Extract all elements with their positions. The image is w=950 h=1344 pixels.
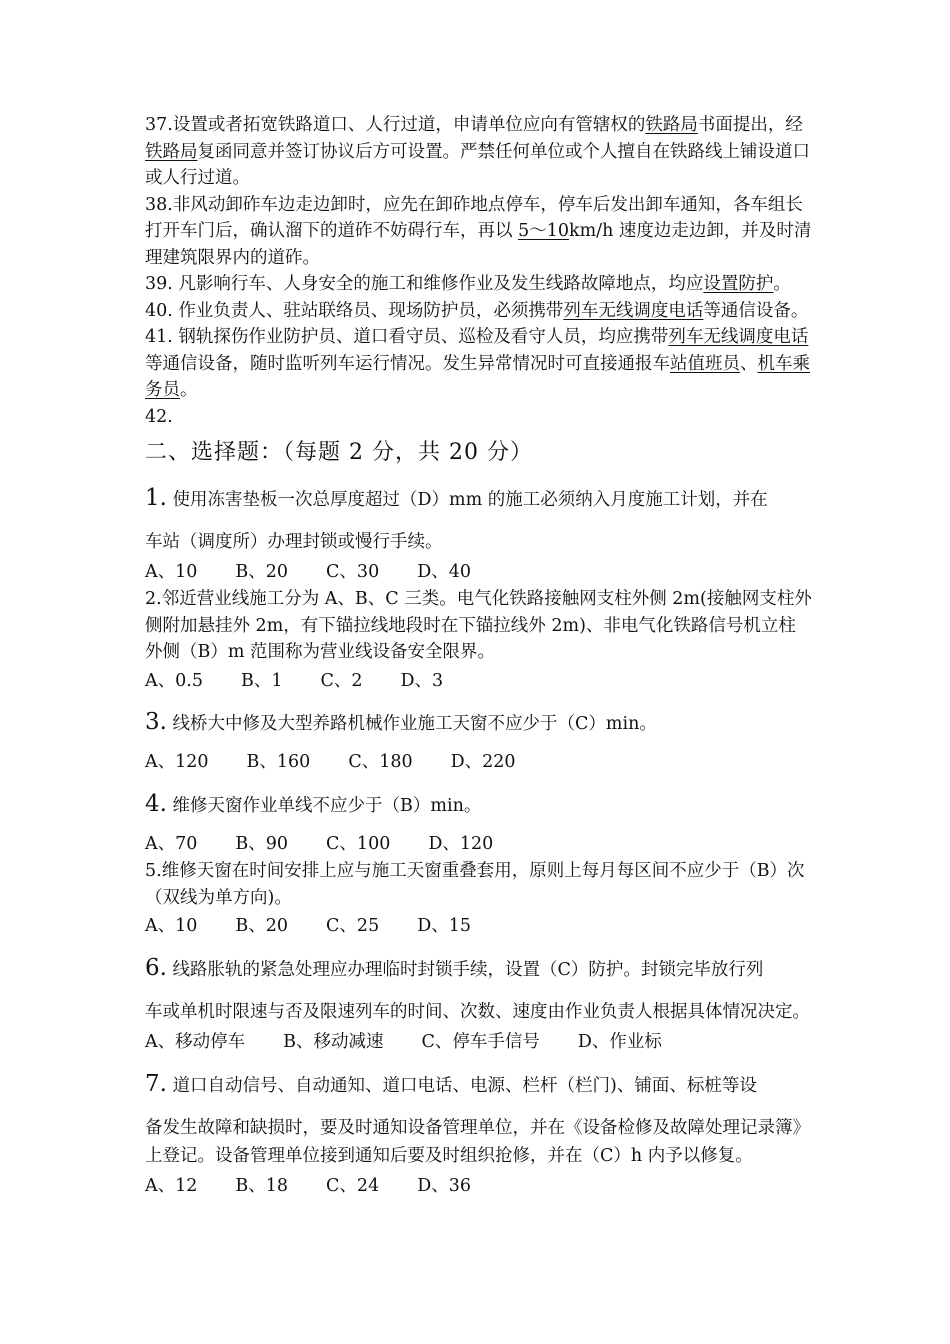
option-B: B、18 bbox=[235, 1175, 289, 1196]
answer-options bbox=[145, 668, 813, 695]
fill-item-40 bbox=[145, 298, 813, 325]
question-text: 37.设置或者拓宽铁路道口、人行过道，申请单位应向有管辖权的 bbox=[145, 115, 646, 135]
question-text: 使用冻害垫板一次总厚度超过（D）mm 的施工必须纳入月度施工计划，并在 bbox=[166, 490, 768, 510]
option-D: D、120 bbox=[428, 834, 494, 854]
question-number: 4. bbox=[145, 791, 167, 817]
choice-item-5 bbox=[145, 858, 813, 940]
fill-item-42 bbox=[145, 404, 813, 431]
option-C: C、2 bbox=[320, 670, 363, 691]
answer-options bbox=[145, 558, 813, 586]
answer-underlined: 铁路局 bbox=[145, 141, 198, 162]
option-C: C、100 bbox=[326, 834, 391, 854]
question-text: 等通信设备。 bbox=[703, 300, 809, 321]
question-stem bbox=[145, 586, 813, 666]
question-stem bbox=[145, 484, 813, 556]
question-text-continued: 车或单机时限速与否及限速列车的时间、次数、速度由作业负责人根据具体情况决定。 bbox=[145, 1001, 810, 1022]
question-text: km/h 速度边走边卸，并及时清理建筑限界内的道砟。 bbox=[145, 221, 812, 268]
question-stem bbox=[145, 954, 813, 1026]
choice-item-2 bbox=[145, 586, 813, 694]
question-stem bbox=[145, 790, 813, 820]
question-text: 复函同意并签订协议后方可设置。严禁任何单位或个人擅自在铁路线上铺设道口或人行过道。 bbox=[145, 141, 810, 188]
choice-item-7 bbox=[145, 1070, 813, 1200]
answer-underlined: 列车无线调度电话 bbox=[668, 327, 809, 347]
option-B: B、20 bbox=[235, 562, 289, 582]
question-text: 线路胀轨的紧急处理应办理临时封锁手续，设置（C）防护。封锁完毕放行列 bbox=[166, 959, 764, 980]
option-D: D、3 bbox=[400, 670, 444, 691]
question-text: 维修天窗在时间安排上应与施工天窗重叠套用，原则上每月每区间不应少于（B）次（双线为单方向)。 bbox=[145, 861, 805, 908]
option-B: B、90 bbox=[235, 834, 289, 854]
question-text: 邻近营业线施工分为 A、B、C 三类。电气化铁路接触网支柱外侧 2m(接触网支柱外侧附加悬挂外 2m，有下锚拉线地段时在下锚拉线外 2m)、非电气化铁路信号机立柱外侧（B）m 范围称为营业线设备安全限界。 bbox=[145, 589, 812, 662]
answer-options bbox=[145, 1172, 813, 1200]
question-text: 维修天窗作业单线不应少于（B）min。 bbox=[166, 796, 482, 816]
choice-item-4 bbox=[145, 790, 813, 858]
answer-underlined: 5～10 bbox=[518, 221, 569, 241]
question-text: 道口自动信号、自动通知、道口电话、电源、栏杆（栏门)、铺面、标桩等设 bbox=[166, 1075, 757, 1096]
fill-item-37 bbox=[145, 112, 813, 192]
option-C: C、30 bbox=[326, 562, 380, 582]
question-number: 3. bbox=[145, 709, 167, 735]
option-A: A、10 bbox=[145, 562, 198, 582]
option-D: D、220 bbox=[450, 752, 516, 772]
option-A: A、移动停车 bbox=[145, 1031, 246, 1052]
question-text: 等通信设备，随时监听列车运行情况。发生异常情况时可直接通报车 bbox=[145, 353, 670, 374]
question-text-continued: 车站（调度所）办理封锁或慢行手续。 bbox=[145, 532, 443, 552]
question-stem bbox=[145, 858, 813, 911]
question-stem bbox=[145, 1070, 813, 1170]
option-C: C、25 bbox=[326, 916, 380, 936]
choice-item-1 bbox=[145, 484, 813, 586]
question-text: 书面提出，经 bbox=[697, 115, 803, 135]
option-B: B、20 bbox=[235, 916, 289, 936]
question-text: 38.非风动卸砟车边走边卸时，应先在卸砟地点停车，停车后发出卸车通知，各车组长打开车门后，确认溜下的道砟不妨碍行车，再以 bbox=[145, 194, 803, 241]
option-A: A、0.5 bbox=[145, 670, 203, 691]
fill-item-41 bbox=[145, 324, 813, 404]
page-content bbox=[145, 112, 813, 1200]
option-C: C、停车手信号 bbox=[421, 1031, 540, 1052]
question-stem bbox=[145, 708, 813, 738]
answer-underlined: 列车无线调度电话 bbox=[563, 300, 704, 321]
option-A: A、12 bbox=[145, 1175, 198, 1196]
answer-underlined: 设置防护 bbox=[703, 274, 774, 294]
answer-underlined: 机车乘务员 bbox=[145, 353, 810, 400]
question-text: 39. 凡影响行车、人身安全的施工和维修作业及发生线路故障地点，均应 bbox=[145, 274, 704, 294]
fill-item-38 bbox=[145, 192, 813, 272]
option-B: B、160 bbox=[246, 752, 311, 772]
answer-options bbox=[145, 748, 813, 776]
option-B: B、1 bbox=[240, 670, 283, 691]
option-D: D、作业标 bbox=[577, 1031, 662, 1052]
question-text: 。 bbox=[773, 274, 791, 294]
question-number: 2. bbox=[145, 589, 162, 609]
question-text-continued: 备发生故障和缺损时，要及时通知设备管理单位，并在《设备检修及故障处理记录簿》上登记。设备管理单位接到通知后要及时组织抢修，并在（C）h 内予以修复。 bbox=[145, 1117, 810, 1166]
question-number: 5. bbox=[145, 861, 162, 881]
answer-underlined: 站值班员 bbox=[670, 353, 740, 374]
answer-options bbox=[145, 913, 813, 940]
option-C: C、180 bbox=[348, 752, 413, 772]
option-D: D、36 bbox=[417, 1175, 472, 1196]
answer-underlined: 铁路局 bbox=[645, 115, 698, 135]
question-text: 40. 作业负责人、驻站联络员、现场防护员，必须携带 bbox=[145, 300, 564, 321]
question-text: 、 bbox=[740, 353, 758, 374]
question-text: 41. 钢轨探伤作业防护员、道口看守员、巡检及看守人员，均应携带 bbox=[145, 327, 669, 347]
choice-item-6 bbox=[145, 954, 813, 1056]
choice-item-3 bbox=[145, 708, 813, 776]
section-title: 二、选择题：（每题 2 分，共 20 分） bbox=[145, 440, 533, 465]
question-text: 。 bbox=[180, 380, 198, 400]
fill-in-section bbox=[145, 112, 813, 430]
question-number: 6. bbox=[145, 954, 167, 981]
answer-options bbox=[145, 830, 813, 858]
question-number: 1. bbox=[145, 485, 167, 511]
answer-options bbox=[145, 1028, 813, 1056]
question-text: 42. bbox=[145, 406, 173, 427]
question-text: 线桥大中修及大型养路机械作业施工天窗不应少于（C）min。 bbox=[166, 714, 657, 734]
option-A: A、10 bbox=[145, 916, 198, 936]
option-C: C、24 bbox=[326, 1175, 380, 1196]
option-A: A、120 bbox=[145, 752, 209, 772]
choice-section bbox=[145, 484, 813, 1200]
option-D: D、15 bbox=[417, 916, 472, 936]
option-A: A、70 bbox=[145, 834, 198, 854]
question-number: 7. bbox=[145, 1070, 167, 1097]
option-D: D、40 bbox=[417, 562, 472, 582]
option-B: B、移动减速 bbox=[283, 1031, 384, 1052]
fill-item-39 bbox=[145, 271, 813, 298]
